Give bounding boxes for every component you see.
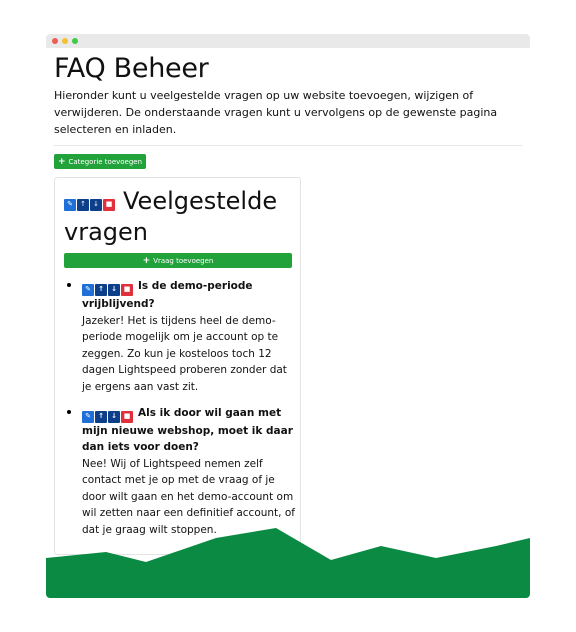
faq-item [64,278,296,395]
arrow-down-icon[interactable]: ↓ [90,199,102,211]
faq-list [64,278,296,548]
category-toolbar [64,199,115,211]
category-card [54,177,301,555]
trash-icon[interactable]: ■ [121,411,133,423]
main-content [54,53,522,536]
list-bullet [67,410,71,414]
trash-icon[interactable]: ■ [103,199,115,211]
edit-icon[interactable]: ✎ [82,284,94,296]
arrow-down-icon[interactable]: ↓ [108,411,120,423]
faq-answer: Nee! Wij of Lightspeed nemen zelf contact met je op met de vraag of je door wilt gaan en het demo-account om wil zetten naar een definitief account, of dat je graag wilt stoppen. [82,457,295,536]
plus-icon: + [57,156,66,167]
maximize-window-dot[interactable] [72,38,78,44]
arrow-up-icon[interactable]: ↑ [95,284,107,296]
list-bullet [67,283,71,287]
add-question-button[interactable] [64,253,292,268]
faq-question [82,278,296,312]
add-category-label: Categorie toevoegen [68,157,143,166]
window-titlebar [46,34,530,48]
arrow-up-icon[interactable]: ↑ [77,199,89,211]
add-category-button[interactable] [54,154,146,169]
category-heading [64,186,296,248]
arrow-down-icon[interactable]: ↓ [108,284,120,296]
faq-answer: Jazeker! Het is tijdens heel de demo-periode mogelijk om je account op te zeggen. Zo kun je kosteloos toch 12 dagen Lightspeed proberen zonder dat je ergens aan vast zit. [82,314,287,393]
plus-icon: + [142,255,151,266]
page-intro: Hieronder kunt u veelgestelde vragen op uw website toevoegen, wijzigen of verwijderen. De onderstaande vragen kunt u vervolgens op de gewenste pagina selecteren en inladen. [54,89,498,136]
minimize-window-dot[interactable] [62,38,68,44]
decorative-hills [46,528,530,598]
faq-item [64,405,296,538]
add-question-label: Vraag toevoegen [153,256,214,265]
trash-icon[interactable]: ■ [121,284,133,296]
category-title: Veelgestelde vragen [64,187,278,246]
question-toolbar [82,411,133,423]
edit-icon[interactable]: ✎ [64,199,76,211]
divider [54,145,522,146]
faq-question-text: Is de demo-periode vrijblijvend? [82,280,253,310]
question-toolbar [82,284,133,296]
arrow-up-icon[interactable]: ↑ [95,411,107,423]
faq-question [82,405,296,455]
browser-window [46,34,530,598]
faq-question-text: Als ik door wil gaan met mijn nieuwe webshop, moet ik daar dan iets voor doen? [82,407,293,453]
close-window-dot[interactable] [52,38,58,44]
page-title: FAQ Beheer [54,53,209,84]
edit-icon[interactable]: ✎ [82,411,94,423]
